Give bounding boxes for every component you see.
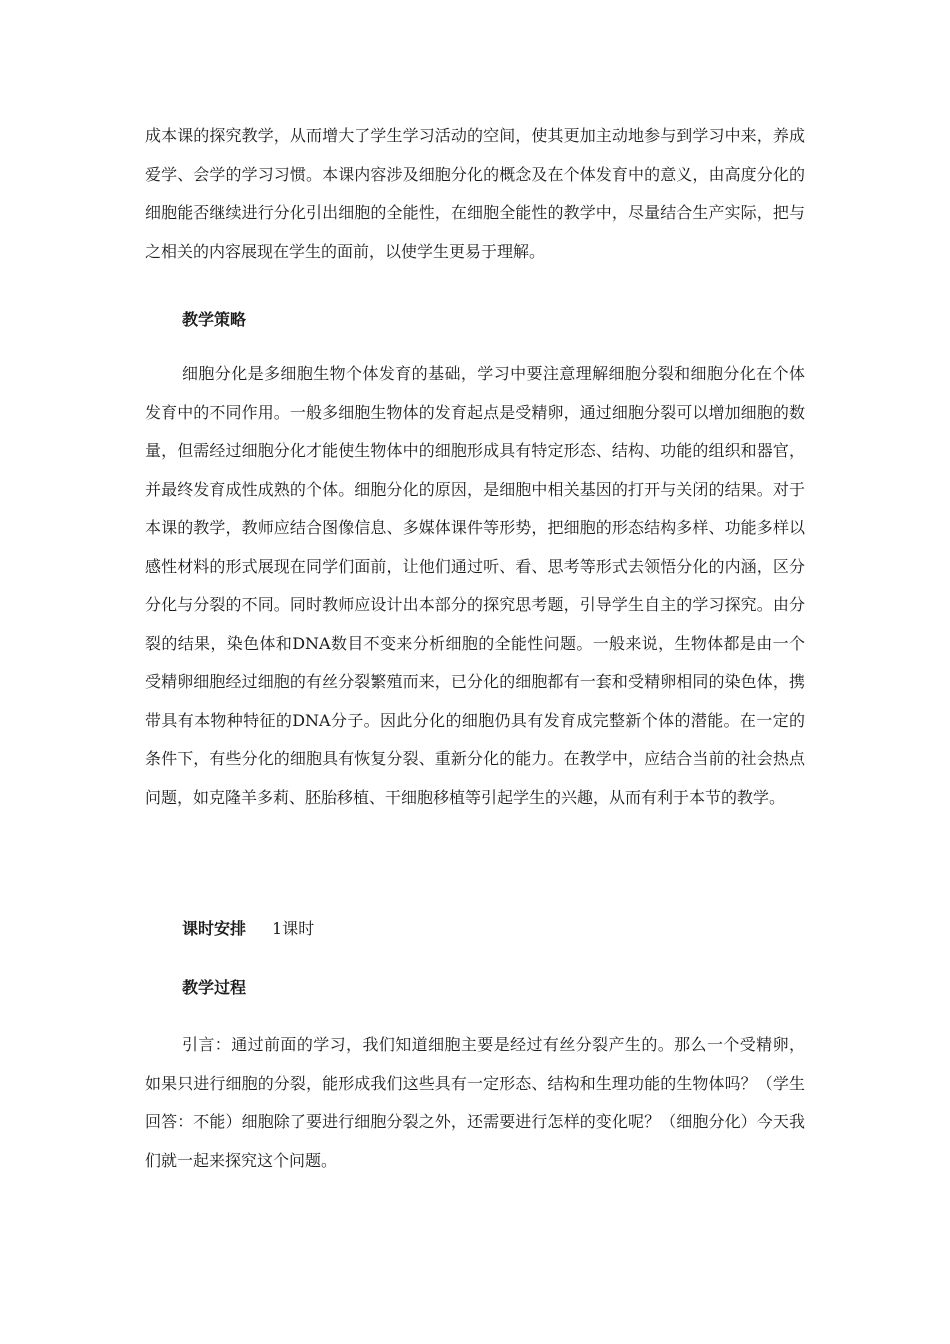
process-heading: 教学过程 (182, 978, 247, 997)
schedule-row (182, 919, 314, 939)
strategy-paragraph: 细胞分化是多细胞生物个体发育的基础，学习中要注意理解细胞分裂和细胞分化在个体发育中的不同作用。一般多细胞生物体的发育起点是受精卵，通过细胞分裂可以增加细胞的数量，但需经过细胞分化才能使生物体中的细胞形成具有特定形态、结构、功能的组织和器官，并最终发育成性成熟的个体。细胞分化的原因，是细胞中相关基因的打开与关闭的结果。对于本课的教学，教师应结合图像信息、多媒体课件等形势，把细胞的形态结构多样、功能多样以感性材料的形式展现在同学们面前，让他们通过听、看、思考等形式去领悟分化的内涵，区分分化与分裂的不同。同时教师应设计出本部分的探究思考题，引导学生自主的学习探究。由分裂的结果，染色体和DNA数目不变来分析细胞的全能性问题。一般来说，生物体都是由一个受精卵细胞经过细胞的有丝分裂繁殖而来，已分化的细胞都有一套和受精卵相同的染色体，携带具有本物种特征的DNA分子。因此分化的细胞仍具有发育成完整新个体的潜能。在一定的条件下，有些分化的细胞具有恢复分裂、重新分化的能力。在教学中，应结合当前的社会热点问题，如克隆羊多莉、胚胎移植、干细胞移植等引起学生的兴趣，从而有利于本节的教学。 (145, 364, 805, 807)
schedule-value: 1课时 (272, 919, 315, 938)
intro-paragraph: 成本课的探究教学，从而增大了学生学习活动的空间，使其更加主动地参与到学习中来，养成爱学、会学的学习习惯。本课内容涉及细胞分化的概念及在个体发育中的意义，由高度分化的细胞能否继续进行分化引出细胞的全能性，在细胞全能性的教学中，尽量结合生产实际，把与之相关的内容展现在学生的面前，以使学生更易于理解。 (145, 126, 805, 261)
strategy-heading: 教学策略 (182, 310, 247, 329)
process-paragraph: 引言：通过前面的学习，我们知道细胞主要是经过有丝分裂产生的。那么一个受精卵，如果只进行细胞的分裂，能形成我们这些具有一定形态、结构和生理功能的生物体吗？（学生回答：不能）细胞除了要进行细胞分裂之外，还需要进行怎样的变化呢？（细胞分化）今天我们就一起来探究这个问题。 (145, 1035, 805, 1170)
schedule-label: 课时安排 (182, 919, 247, 938)
